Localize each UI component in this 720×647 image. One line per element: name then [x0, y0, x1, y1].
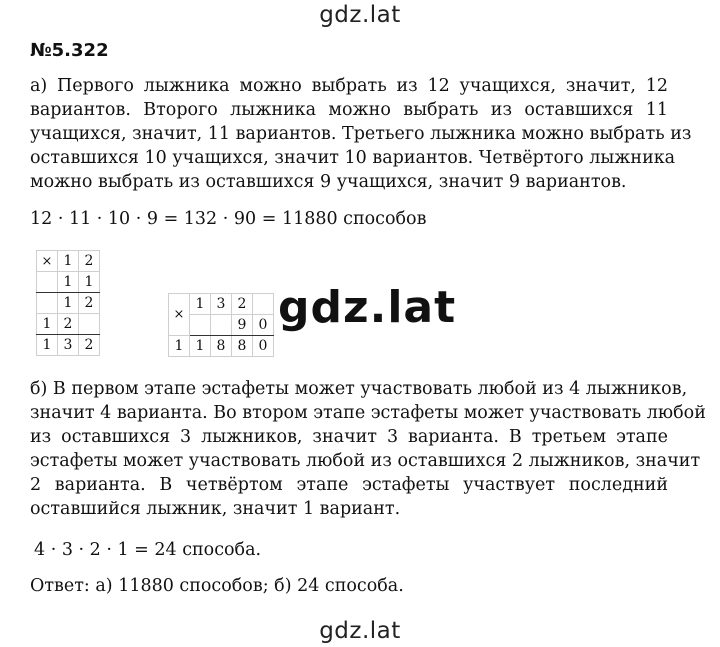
- calc-cell: 0: [253, 315, 274, 336]
- part-b-line: 2 варианта. В четвёртом этапе эстафеты участвует последний: [30, 475, 668, 495]
- part-b-formula: 4 · 3 · 2 · 1 = 24 способа.: [34, 540, 262, 560]
- calc-cell: 2: [79, 251, 100, 272]
- watermark-middle: gdz.lat: [278, 282, 457, 333]
- part-b-line: значит 4 варианта. Во втором этапе эстафеты может участвовать любой: [30, 403, 706, 423]
- calc-cell: 2: [79, 293, 100, 314]
- calc-cell: ×: [37, 251, 58, 272]
- calc-cell: 2: [58, 314, 79, 335]
- calc-cell: 1: [79, 272, 100, 293]
- answer-line: Ответ: а) 11880 способов; б) 24 способа.: [30, 576, 404, 596]
- calc-cell: 1: [58, 293, 79, 314]
- part-a-formula: 12 · 11 · 10 · 9 = 132 · 90 = 11880 способов: [30, 209, 427, 229]
- part-a-line: можно выбрать из оставшихся 9 учащихся, значит 9 вариантов.: [30, 172, 627, 192]
- calc-cell: 1: [190, 294, 211, 315]
- watermark-top: gdz.lat: [319, 2, 401, 28]
- calc-cell: 2: [232, 294, 253, 315]
- calc-cell: 1: [37, 314, 58, 335]
- calc-cell: 3: [58, 335, 79, 356]
- calc-cell: [190, 315, 211, 336]
- part-a-line: а) Первого лыжника можно выбрать из 12 учащихся, значит, 12: [30, 76, 668, 96]
- problem-title: №5.322: [30, 40, 109, 61]
- part-b-line: из оставшихся 3 лыжников, значит 3 варианта. В третьем этапе: [30, 427, 668, 447]
- part-b-line: б) В первом этапе эстафеты может участвовать любой из 4 лыжников,: [30, 379, 688, 399]
- part-b-line: эстафеты может участвовать любой из оставшихся 2 лыжников, значит: [30, 451, 701, 471]
- part-b-text: [30, 377, 706, 521]
- part-b-line: оставшийся лыжник, значит 1 вариант.: [30, 499, 401, 519]
- calc-cell: 2: [79, 335, 100, 356]
- calc-cell: 3: [211, 294, 232, 315]
- calc-cell: 1: [190, 336, 211, 357]
- calc-cell: [253, 294, 274, 315]
- part-a-text: [30, 74, 692, 194]
- calc-cell: 0: [253, 336, 274, 357]
- calc-cell: [211, 315, 232, 336]
- calc-cell: 9: [232, 315, 253, 336]
- calc-cell: [79, 314, 100, 335]
- calc-cell: 1: [37, 335, 58, 356]
- multiplication-12x11: [36, 250, 100, 356]
- part-a-line: вариантов. Второго лыжника можно выбрать из оставшихся 11: [30, 100, 668, 120]
- multiplication-132x90: [168, 293, 274, 357]
- calc-cell: [37, 272, 58, 293]
- calc-cell: 1: [169, 336, 190, 357]
- part-a-line: учащихся, значит, 11 вариантов. Третьего лыжника можно выбрать из: [30, 124, 692, 144]
- calc-cell: 1: [58, 251, 79, 272]
- watermark-bottom: gdz.lat: [319, 618, 401, 644]
- calc-cell: ×: [169, 294, 190, 336]
- calc-cell: 1: [58, 272, 79, 293]
- calc-cell: 8: [211, 336, 232, 357]
- calc-cell: [37, 293, 58, 314]
- calc-cell: 8: [232, 336, 253, 357]
- part-a-line: оставшихся 10 учащихся, значит 10 вариантов. Четвёртого лыжника: [30, 148, 676, 168]
